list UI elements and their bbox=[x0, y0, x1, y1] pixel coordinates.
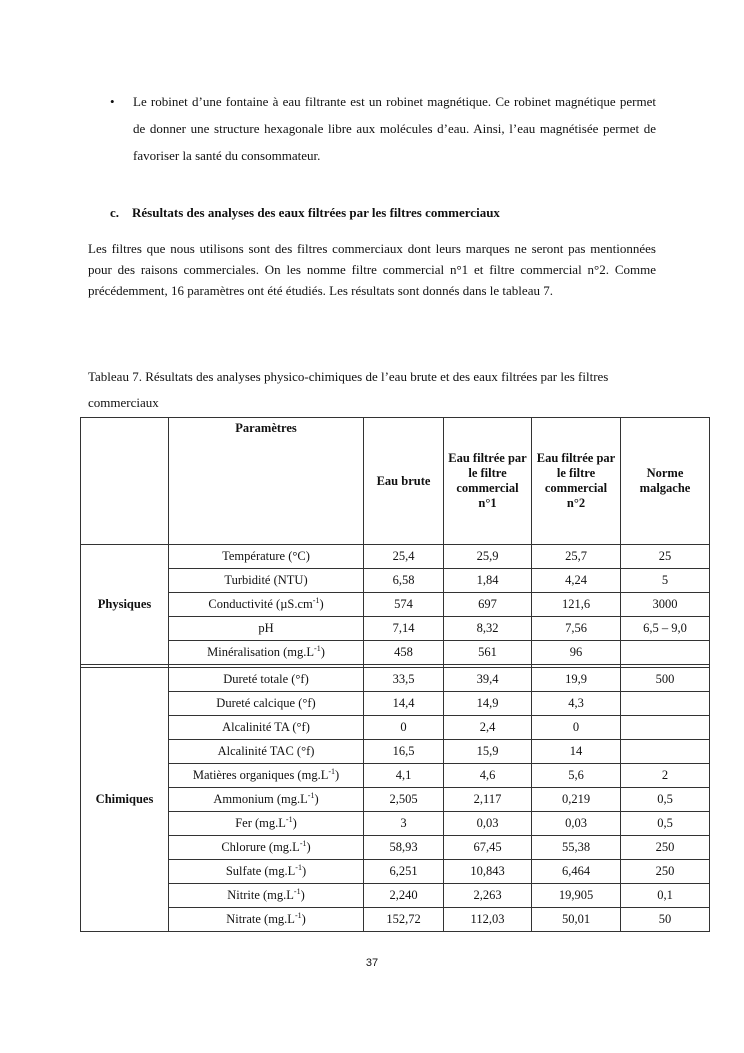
value-norme: 0,1 bbox=[621, 884, 710, 908]
value-norme: 500 bbox=[621, 668, 710, 692]
value-filtre-2: 0,219 bbox=[532, 788, 621, 812]
unit-exponent: -1 bbox=[285, 814, 293, 824]
parameter-name bbox=[169, 884, 364, 908]
value-filtre-1: 8,32 bbox=[444, 617, 532, 641]
value-eau-brute: 7,14 bbox=[364, 617, 444, 641]
parameter-label: Conductivité (µS.cm bbox=[208, 597, 313, 611]
value-eau-brute: 0 bbox=[364, 716, 444, 740]
table-row bbox=[81, 836, 710, 860]
value-filtre-2: 19,9 bbox=[532, 668, 621, 692]
table-row bbox=[81, 668, 710, 692]
unit-exponent: -1 bbox=[293, 886, 301, 896]
header-empty-cell bbox=[81, 418, 169, 545]
table-row bbox=[81, 908, 710, 932]
value-filtre-2: 0 bbox=[532, 716, 621, 740]
page-number: 37 bbox=[365, 957, 379, 969]
value-filtre-1: 14,9 bbox=[444, 692, 532, 716]
unit-exponent: -1 bbox=[314, 643, 321, 653]
unit-exponent: -1 bbox=[328, 766, 335, 776]
value-eau-brute: 2,240 bbox=[364, 884, 444, 908]
value-filtre-1: 2,263 bbox=[444, 884, 532, 908]
parameter-name bbox=[169, 764, 364, 788]
table-row bbox=[81, 812, 710, 836]
parameter-label: Sulfate (mg.L bbox=[225, 864, 296, 878]
value-norme: 3000 bbox=[621, 593, 710, 617]
value-eau-brute: 574 bbox=[364, 593, 444, 617]
parameter-name bbox=[169, 545, 364, 569]
parameter-name bbox=[169, 836, 364, 860]
value-eau-brute: 458 bbox=[364, 641, 444, 665]
value-norme: 0,5 bbox=[621, 788, 710, 812]
parameter-label: Nitrate (mg.L bbox=[226, 912, 295, 926]
header-norme: Norme malgache bbox=[621, 418, 710, 545]
value-norme: 250 bbox=[621, 836, 710, 860]
unit-suffix: ) bbox=[301, 864, 307, 878]
value-filtre-2: 25,7 bbox=[532, 545, 621, 569]
value-filtre-1: 39,4 bbox=[444, 668, 532, 692]
results-table bbox=[80, 417, 710, 932]
value-filtre-1: 561 bbox=[444, 641, 532, 665]
table-caption: Tableau 7. Résultats des analyses physico-chimiques de l’eau brute et des eaux filtrées par les filtres commerciaux bbox=[88, 369, 609, 410]
table-row bbox=[81, 569, 710, 593]
value-filtre-1: 2,4 bbox=[444, 716, 532, 740]
value-norme: 25 bbox=[621, 545, 710, 569]
value-eau-brute: 6,251 bbox=[364, 860, 444, 884]
parameter-label: Dureté calcique (°f) bbox=[216, 696, 316, 710]
value-eau-brute: 58,93 bbox=[364, 836, 444, 860]
value-eau-brute: 3 bbox=[364, 812, 444, 836]
section-title-text: Résultats des analyses des eaux filtrées par les filtres commerciaux bbox=[132, 205, 500, 220]
value-norme bbox=[621, 641, 710, 665]
value-filtre-2: 7,56 bbox=[532, 617, 621, 641]
unit-suffix: ) bbox=[319, 597, 324, 611]
value-filtre-2: 50,01 bbox=[532, 908, 621, 932]
unit-suffix: ) bbox=[301, 912, 306, 926]
section-heading bbox=[110, 205, 500, 221]
value-norme: 6,5 – 9,0 bbox=[621, 617, 710, 641]
table-row bbox=[81, 593, 710, 617]
table-row bbox=[81, 860, 710, 884]
parameter-label: Chlorure (mg.L bbox=[221, 840, 300, 854]
value-filtre-1: 0,03 bbox=[444, 812, 532, 836]
parameter-label: Turbidité (NTU) bbox=[224, 573, 308, 587]
value-filtre-1: 4,6 bbox=[444, 764, 532, 788]
value-norme: 2 bbox=[621, 764, 710, 788]
parameter-name bbox=[169, 569, 364, 593]
value-norme: 0,5 bbox=[621, 812, 710, 836]
parameter-label: Ammonium (mg.L bbox=[213, 792, 308, 806]
value-filtre-2: 121,6 bbox=[532, 593, 621, 617]
parameter-label: Fer (mg.L bbox=[235, 816, 286, 830]
value-eau-brute: 4,1 bbox=[364, 764, 444, 788]
category-physiques: Physiques bbox=[81, 545, 169, 665]
value-eau-brute: 16,5 bbox=[364, 740, 444, 764]
unit-exponent: -1 bbox=[312, 595, 320, 605]
parameter-label: Alcalinité TA (°f) bbox=[222, 720, 310, 734]
value-norme bbox=[621, 740, 710, 764]
value-filtre-2: 6,464 bbox=[532, 860, 621, 884]
value-norme: 50 bbox=[621, 908, 710, 932]
value-norme bbox=[621, 716, 710, 740]
unit-exponent: -1 bbox=[307, 790, 315, 800]
header-eau-brute: Eau brute bbox=[364, 418, 444, 545]
table-row bbox=[81, 617, 710, 641]
unit-suffix: ) bbox=[292, 816, 297, 830]
table-row bbox=[81, 740, 710, 764]
bullet-marker: • bbox=[110, 94, 115, 109]
value-filtre-1: 112,03 bbox=[444, 908, 532, 932]
unit-suffix: ) bbox=[314, 792, 319, 806]
table-row bbox=[81, 545, 710, 569]
value-eau-brute: 25,4 bbox=[364, 545, 444, 569]
value-eau-brute: 152,72 bbox=[364, 908, 444, 932]
value-filtre-2: 14 bbox=[532, 740, 621, 764]
body-paragraph: Les filtres que nous utilisons sont des filtres commerciaux dont leurs marques ne seront pas mentionnées pour des raisons commerciales. On les nomme filtre commercial n°1 et filtre commercial n°2. Comme précédemment, 16 paramètres ont été étudiés. Les résultats sont donnés dans le tableau 7. bbox=[88, 241, 656, 298]
table-row bbox=[81, 788, 710, 812]
unit-suffix: ) bbox=[335, 768, 340, 782]
value-filtre-1: 2,117 bbox=[444, 788, 532, 812]
parameter-label: Température (°C) bbox=[222, 549, 310, 563]
parameter-label: Nitrite (mg.L bbox=[227, 888, 294, 902]
header-filtre-1: Eau filtrée par le filtre commercial n°1 bbox=[444, 418, 532, 545]
parameter-name bbox=[169, 593, 364, 617]
value-filtre-2: 5,6 bbox=[532, 764, 621, 788]
parameter-name bbox=[169, 617, 364, 641]
table-row bbox=[81, 884, 710, 908]
unit-exponent: -1 bbox=[294, 910, 302, 920]
parameter-name bbox=[169, 740, 364, 764]
value-eau-brute: 2,505 bbox=[364, 788, 444, 812]
value-filtre-2: 96 bbox=[532, 641, 621, 665]
unit-suffix: ) bbox=[320, 645, 325, 659]
value-filtre-1: 67,45 bbox=[444, 836, 532, 860]
value-filtre-2: 4,24 bbox=[532, 569, 621, 593]
value-filtre-2: 55,38 bbox=[532, 836, 621, 860]
parameter-label: Alcalinité TAC (°f) bbox=[217, 744, 315, 758]
unit-exponent: -1 bbox=[299, 838, 307, 848]
value-norme bbox=[621, 692, 710, 716]
value-norme: 5 bbox=[621, 569, 710, 593]
table-row bbox=[81, 692, 710, 716]
parameter-name bbox=[169, 641, 364, 665]
unit-suffix: ) bbox=[306, 840, 311, 854]
value-filtre-2: 19,905 bbox=[532, 884, 621, 908]
table-row bbox=[81, 764, 710, 788]
value-eau-brute: 14,4 bbox=[364, 692, 444, 716]
table-header-row bbox=[81, 418, 710, 545]
value-filtre-1: 10,843 bbox=[444, 860, 532, 884]
value-filtre-1: 25,9 bbox=[444, 545, 532, 569]
value-filtre-1: 1,84 bbox=[444, 569, 532, 593]
category-chimiques: Chimiques bbox=[81, 668, 169, 932]
header-filtre-2: Eau filtrée par le filtre commercial n°2 bbox=[532, 418, 621, 545]
parameter-label: Dureté totale (°f) bbox=[223, 672, 309, 686]
bullet-paragraph bbox=[110, 88, 656, 169]
value-norme: 250 bbox=[621, 860, 710, 884]
value-eau-brute: 33,5 bbox=[364, 668, 444, 692]
value-filtre-2: 4,3 bbox=[532, 692, 621, 716]
section-number: c. bbox=[110, 205, 120, 220]
table-row bbox=[81, 716, 710, 740]
value-filtre-1: 15,9 bbox=[444, 740, 532, 764]
parameter-label: Matières organiques (mg.L bbox=[192, 768, 329, 782]
parameter-name bbox=[169, 716, 364, 740]
parameter-name bbox=[169, 692, 364, 716]
bullet-text: Le robinet d’une fontaine à eau filtrante est un robinet magnétique. Ce robinet magnétique permet de donner une structure hexagonale libre aux molécules d’eau. Ainsi, l’eau magnétisée permet de favoriser la santé du consommateur. bbox=[133, 94, 656, 163]
parameter-label: Minéralisation (mg.L bbox=[207, 645, 315, 659]
parameter-name bbox=[169, 812, 364, 836]
unit-exponent: -1 bbox=[295, 862, 302, 872]
parameter-name bbox=[169, 668, 364, 692]
parameter-name bbox=[169, 788, 364, 812]
value-eau-brute: 6,58 bbox=[364, 569, 444, 593]
parameter-name bbox=[169, 860, 364, 884]
table-row bbox=[81, 641, 710, 665]
parameter-name bbox=[169, 908, 364, 932]
value-filtre-1: 697 bbox=[444, 593, 532, 617]
value-filtre-2: 0,03 bbox=[532, 812, 621, 836]
parameter-label: pH bbox=[258, 621, 274, 635]
unit-suffix: ) bbox=[300, 888, 305, 902]
header-parameters: Paramètres bbox=[169, 418, 364, 545]
